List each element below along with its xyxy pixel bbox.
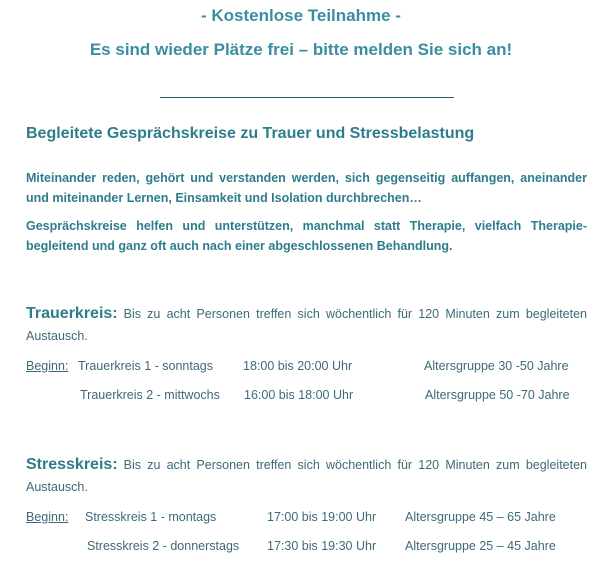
stresskreis-1-age: Altersgruppe 45 – 65 Jahre (405, 510, 556, 524)
trauerkreis-1-name: Trauerkreis 1 - sonntags (78, 359, 214, 373)
trauerkreis-2-age: Altersgruppe 50 -70 Jahre (425, 388, 570, 402)
stresskreis-2-name: Stresskreis 2 - donnerstags (87, 539, 240, 553)
trauerkreis-title: Trauerkreis: (26, 305, 118, 322)
trauerkreis-1-time: 18:00 bis 20:00 Uhr (243, 359, 353, 373)
trauerkreis-description (26, 303, 587, 347)
stresskreis-text: Bis zu acht Personen treffen sich wöchentlich für 120 Minuten zum begleiteten Austausch. (26, 458, 587, 494)
stresskreis-description (26, 454, 587, 498)
stresskreis-2-age: Altersgruppe 25 – 45 Jahre (405, 539, 556, 553)
stresskreis-1-time: 17:00 bis 19:00 Uhr (267, 510, 377, 524)
divider (160, 97, 454, 98)
section-title: Begleitete Gesprächskreise zu Trauer und Stressbelastung (26, 125, 475, 142)
stresskreis-title: Stresskreis: (26, 456, 118, 473)
stresskreis-1-name: Stresskreis 1 - montags (85, 510, 217, 524)
trauerkreis-2-name: Trauerkreis 2 - mittwochs (80, 388, 220, 402)
trauerkreis-1-age: Altersgruppe 30 -50 Jahre (424, 359, 569, 373)
stresskreis-2-time: 17:30 bis 19:30 Uhr (267, 539, 377, 553)
trauerkreis-text: Bis zu acht Personen treffen sich wöchentlich für 120 Minuten zum begleiteten Austausch. (26, 307, 587, 343)
trauerkreis-2-time: 16:00 bis 18:00 Uhr (244, 388, 354, 402)
trauerkreis-begin-label: Beginn: (26, 359, 69, 373)
intro-paragraph-2: Gesprächskreise helfen und unterstützen, manchmal statt Therapie, vielfach Therapie-begleitend und ganz oft auch nach einer abgeschlossenen Behandlung. (26, 219, 587, 253)
intro-paragraph-1: Miteinander reden, gehört und verstanden werden, sich gegenseitig auffangen, aneinander und miteinander Lernen, Einsamkeit und Isolation durchbrechen… (26, 171, 587, 205)
stresskreis-begin-label: Beginn: (26, 510, 69, 524)
free-participation-note: - Kostenlose Teilnahme - (201, 6, 401, 25)
headline: Es sind wieder Plätze frei – bitte melden Sie sich an! (89, 40, 513, 59)
